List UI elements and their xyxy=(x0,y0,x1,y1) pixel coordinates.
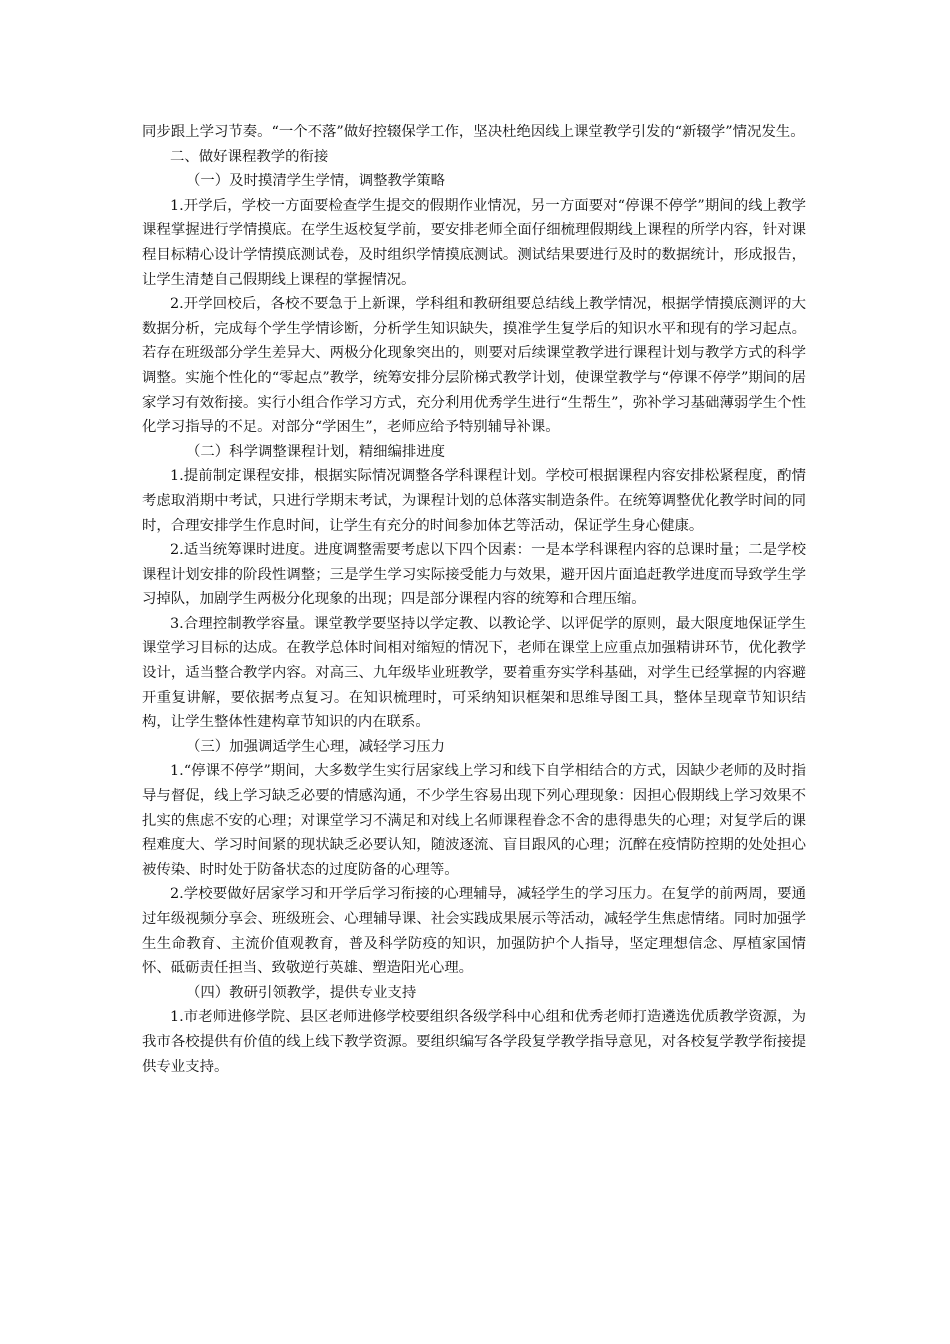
subsection-heading-1: （一）及时摸清学生学情，调整教学策略 xyxy=(186,173,446,190)
paragraph: 2.适当统筹课时进度。进度调整需要考虑以下四个因素：一是本学科课程内容的总课时量；二是学校课程计划安排的阶段性调整；三是学生学习实际接受能力与效果，避开因片面追赶教学进度而导致学生学习掉队，加剧学生两极分化现象的出现；四是部分课程内容的统筹和合理压缩。 xyxy=(142,542,806,608)
paragraph: 2.开学回校后，各校不要急于上新课，学科组和教研组要总结线上教学情况，根据学情摸底测评的大数据分析，完成每个学生学情诊断，分析学生知识缺失，摸准学生复学后的知识水平和现有的学习起点。若存在班级部分学生差异大、两极分化现象突出的，则要对后续课堂教学进行课程计划与教学方式的科学调整。实施个性化的“零起点”教学，统筹安排分层阶梯式教学计划，使课堂教学与“停课不停学”期间的居家学习有效衔接。实行小组合作学习方式，充分利用优秀学生进行“生帮生”，弥补学习基础薄弱学生个性化学习指导的不足。对部分“学困生”，老师应给予特别辅导补课。 xyxy=(142,296,806,436)
paragraph: 1.“停课不停学”期间，大多数学生实行居家线上学习和线下自学相结合的方式，因缺少老师的及时指导与督促，线上学习缺乏必要的情感沟通，不少学生容易出现下列心理现象：因担心假期线上学习效果不扎实的焦虑不安的心理；对课堂学习不满足和对线上名师课程眷念不舍的患得患失的心理；对复学后的课程难度大、学习时间紧的现状缺乏必要认知，随波逐流、盲目跟风的心理；沉醉在疫情防控期的处处担心被传染、时时处于防备状态的过度防备的心理等。 xyxy=(142,763,806,878)
paragraph: 2.学校要做好居家学习和开学后学习衔接的心理辅导，减轻学生的学习压力。在复学的前两周，要通过年级视频分享会、班级班会、心理辅导课、社会实践成果展示等活动，减轻学生焦虑情绪。同时加强学生生命教育、主流价值观教育，普及科学防疫的知识，加强防护个人指导，坚定理想信念、厚植家国情怀、砥砺责任担当、致敬逆行英雄、塑造阳光心理。 xyxy=(142,886,806,977)
subsection-heading-4: （四）教研引领教学，提供专业支持 xyxy=(186,984,417,1001)
paragraph: 1.开学后，学校一方面要检查学生提交的假期作业情况，另一方面要对“停课不停学”期间的线上教学课程掌握进行学情摸底。在学生返校复学前，要安排老师全面仔细梳理假期线上课程的所学内容，针对课程目标精心设计学情摸底测试卷，及时组织学情摸底测试。测试结果要进行及时的数据统计，形成报告，让学生清楚自己假期线上课程的掌握情况。 xyxy=(142,197,806,288)
section-heading: 二、做好课程教学的衔接 xyxy=(170,148,329,165)
paragraph-intro: 同步跟上学习节奏。“一个不落”做好控辍保学工作，坚决杜绝因线上课堂教学引发的“新辍学”情况发生。 xyxy=(142,124,805,140)
subsection-heading-2: （二）科学调整课程计划，精细编排进度 xyxy=(186,443,446,460)
paragraph: 3.合理控制教学容量。课堂教学要坚持以学定教、以教论学、以评促学的原则，最大限度地保证学生课堂学习目标的达成。在教学总体时间相对缩短的情况下，老师在课堂上应重点加强精讲环节，优化教学设计，适当整合教学内容。对高三、九年级毕业班教学，要着重夯实学科基础，对学生已经掌握的内容避开重复讲解，要依据考点复习。在知识梳理时，可采纳知识框架和思维导图工具，整体呈现章节知识结构，让学生整体性建构章节知识的内在联系。 xyxy=(142,615,806,731)
document-body xyxy=(142,120,806,1079)
paragraph: 1.市老师进修学院、县区老师进修学校要组织各级学科中心组和优秀老师打造遴选优质教学资源，为我市各校提供有价值的线上线下教学资源。要组织编写各学段复学教学指导意见，对各校复学教学衔接提供专业支持。 xyxy=(142,1009,806,1075)
subsection-heading-3: （三）加强调适学生心理，减轻学习压力 xyxy=(186,738,446,755)
paragraph: 1.提前制定课程安排，根据实际情况调整各学科课程计划。学校可根据课程内容安排松紧程度，酌情考虑取消期中考试，只进行学期末考试，为课程计划的总体落实制造条件。在统筹调整优化教学时间的同时，合理安排学生作息时间，让学生有充分的时间参加体艺等活动，保证学生身心健康。 xyxy=(142,468,806,534)
